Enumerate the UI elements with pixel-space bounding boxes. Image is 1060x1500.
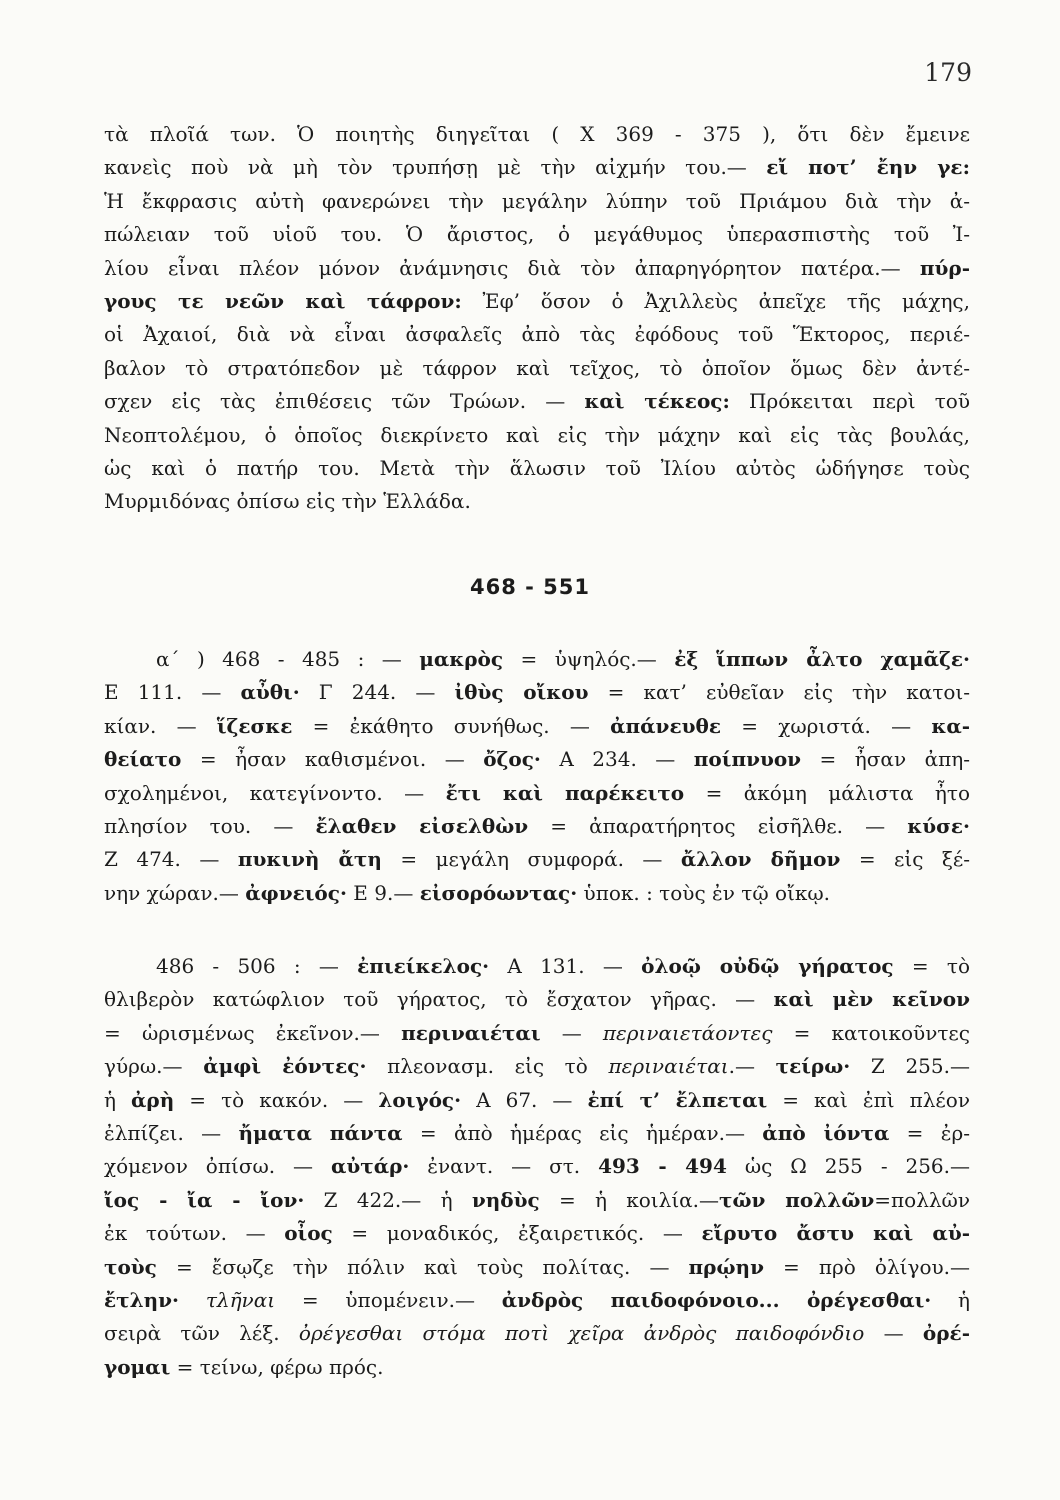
gloss-text: α΄ ) 468 - 485 : —: [156, 647, 420, 671]
text-line: [104, 950, 970, 983]
lemma-term: εἴρυτο ἄστυ καὶ αὐ-: [701, 1221, 970, 1246]
gloss-text: τὰ πλοῖά των. Ὁ ποιητὴς διηγεῖται ( Χ 369 - 375 ), ὅτι δὲν ἔμεινε: [104, 122, 970, 146]
text-line: [104, 352, 970, 385]
gloss-text: βαλον τὸ στρατόπεδον μὲ τάφρον καὶ τεῖχος, τὸ ὁποῖον ὅμως δὲν ἀντέ-: [104, 355, 970, 380]
gloss-text: = ἀπαρατήρητος εἰσῆλθε. —: [528, 814, 908, 839]
gloss-text: Ζ 255.—: [850, 1054, 970, 1079]
gloss-text: Α 131. —: [489, 954, 642, 978]
gloss-text: πλησίον του. —: [104, 814, 316, 839]
gloss-text: οἱ Ἀχαιοί, διὰ νὰ εἶναι ἀσφαλεῖς ἀπὸ τὰς ἐφόδους τοῦ Ἕκτορος, περιέ-: [104, 322, 970, 347]
lemma-term: ἐπί τ’ ἔλπεται: [587, 1087, 768, 1112]
gloss-text: Ζ 422.— ἡ: [304, 1187, 472, 1212]
gloss-text: νην χώραν.—: [104, 880, 246, 905]
gloss-text: Ἐφ’ ὅσον ὁ Ἀχιλλεὺς ἀπεῖχε τῆς μάχης,: [461, 289, 970, 314]
gloss-text: = ἀπὸ ἡμέρας εἰς ἡμέραν.—: [402, 1121, 763, 1146]
gloss-text: ἐναντ. — στ.: [409, 1154, 599, 1179]
gloss-text: = τὸ κακόν. —: [174, 1087, 379, 1112]
gloss-text: Α 234. —: [540, 747, 694, 772]
lemma-term: ἰθὺς οἴκου: [454, 680, 589, 705]
lemma-term: πυκινὴ ἄτη: [237, 847, 382, 872]
text-line: [104, 1351, 970, 1384]
paragraph-commentary-2: [104, 643, 970, 910]
gloss-text: θλιβερὸν κατώφλιον τοῦ γήρατος, τὸ ἔσχατον γῆρας. —: [104, 987, 774, 1012]
text-line: [104, 218, 970, 251]
quoted-form: τλῆναι: [205, 1288, 276, 1313]
gloss-text: χόμενον ὀπίσω. —: [104, 1154, 331, 1179]
gloss-text: —: [540, 1020, 603, 1045]
gloss-text: Α 67. —: [461, 1087, 588, 1112]
lemma-term: τείρω·: [775, 1054, 851, 1079]
gloss-text: ἡ: [931, 1288, 971, 1313]
text-line: [104, 1050, 970, 1083]
gloss-text: Ε 111. —: [104, 680, 241, 705]
text-line: [104, 1017, 970, 1050]
gloss-text: 486 - 506 : —: [156, 954, 358, 978]
lemma-term: περιναιέται: [401, 1020, 541, 1045]
lemma-term: τοὺς: [104, 1254, 157, 1279]
text-line: [104, 710, 970, 743]
gloss-text: ἡ: [104, 1087, 132, 1112]
text-line: [104, 185, 970, 218]
lemma-term: γομαι: [104, 1354, 171, 1379]
lemma-term: ἀφνειός·: [245, 880, 347, 905]
gloss-text: ἐλπίζει. —: [104, 1121, 239, 1146]
text-line: [104, 452, 970, 485]
text-line: [104, 983, 970, 1016]
text-line: [104, 419, 970, 452]
text-line: [104, 810, 970, 843]
gloss-text: = ἔσῳζε τὴν πόλιν καὶ τοὺς πολίτας. —: [156, 1254, 689, 1279]
text-line: [104, 285, 970, 318]
lemma-term: νηδὺς: [471, 1187, 540, 1212]
lemma-term: 493 - 494: [598, 1154, 727, 1179]
lemma-term: κύσε·: [907, 814, 970, 839]
gloss-text: κίαν. —: [104, 713, 217, 738]
text-line: [104, 118, 970, 151]
text-line: [104, 1184, 970, 1217]
lemma-term: ὀλοῷ οὐδῷ γήρατος: [641, 954, 894, 978]
lemma-term: ἀπάνευθε: [610, 713, 721, 738]
lemma-term: οἶος: [284, 1221, 333, 1246]
gloss-text: = ὑψηλός.—: [503, 647, 675, 671]
lemma-term: ἵζεσκε: [216, 713, 293, 738]
text-line: [104, 318, 970, 351]
gloss-text: = τὸ: [893, 954, 971, 978]
lemma-term: ἀπὸ ἰόντα: [762, 1121, 890, 1146]
text-line: [104, 743, 970, 776]
quoted-form: ὀρέγεσθαι στόμα ποτὶ χεῖρα ἀνδρὸς παιδοφόνδιο: [298, 1321, 865, 1346]
text-line: [104, 1284, 970, 1317]
lemma-term: λοιγός·: [378, 1087, 462, 1112]
lemma-term: εἴ ποτ’ ἔην γε:: [766, 155, 970, 180]
text-line: [104, 1150, 970, 1183]
gloss-text: = πρὸ ὀλίγου.—: [763, 1254, 970, 1279]
text-line: [104, 1217, 970, 1250]
section-heading: 468 - 551: [469, 575, 590, 599]
page-number: 179: [924, 58, 972, 87]
text-line: [104, 676, 970, 709]
lemma-term: πύρ-: [919, 255, 970, 280]
lemma-term: ἐξ ἵππων ἆλτο χαμᾶζε·: [674, 647, 970, 671]
gloss-text: λίου εἶναι πλέον μόνον ἀνάμνησις διὰ τὸν ἀπαρηγόρητον πατέρα.—: [104, 255, 920, 280]
gloss-text: σχολημένοι, κατεγίνοντο. —: [104, 780, 446, 805]
gloss-text: Ἡ ἔκφρασις αὐτὴ φανερώνει τὴν μεγάλην λύπην τοῦ Πριάμου διὰ τὴν ἀ-: [104, 188, 970, 213]
text-line: [104, 151, 970, 184]
gloss-text: = τείνω, φέρω πρός.: [170, 1354, 384, 1379]
gloss-text: γύρω.—: [104, 1054, 204, 1079]
lemma-term: μακρὸς: [419, 647, 504, 671]
gloss-text: = μοναδικός, ἐξαιρετικός. —: [332, 1221, 702, 1246]
gloss-text: = καὶ ἐπὶ πλέον: [767, 1087, 970, 1112]
gloss-text: = κατ’ εὐθεῖαν εἰς τὴν κατοι-: [588, 680, 971, 705]
lemma-term: ὄζος·: [483, 747, 541, 772]
gloss-text: πώλειαν τοῦ υἱοῦ του. Ὁ ἄριστος, ὁ μεγάθυμος ὑπερασπιστὴς τοῦ Ἰ-: [104, 222, 970, 247]
lemma-term: ποίπνυον: [693, 747, 802, 772]
lemma-term: τῶν πολλῶν: [719, 1187, 875, 1212]
gloss-text: [179, 1288, 206, 1312]
gloss-text: = ἦσαν καθισμένοι. —: [181, 747, 484, 772]
gloss-text: Γ 244. —: [299, 680, 455, 705]
gloss-text: = ἀκόμη μάλιστα ἦτο: [684, 780, 970, 805]
gloss-text: ὡς Ω 255 - 256.—: [726, 1154, 971, 1179]
lemma-term: ἀνδρὸς παιδοφόνοιο... ὀρέγεσθαι·: [501, 1288, 932, 1313]
text-line: [104, 1084, 970, 1117]
lemma-term: καὶ τέκεος:: [584, 389, 730, 414]
lemma-term: θείατο: [104, 747, 182, 772]
gloss-text: Μυρμιδόνας ὀπίσω εἰς τὴν Ἑλλάδα.: [104, 489, 471, 514]
lemma-term: ἀρὴ: [131, 1087, 175, 1112]
gloss-text: =πολλῶν: [874, 1187, 971, 1212]
lemma-term: ὀρέ-: [922, 1321, 971, 1346]
text-line: [104, 843, 970, 876]
gloss-text: Νεοπτολέμου, ὁ ὁποῖος διεκρίνετο καὶ εἰς τὴν μάχην καὶ εἰς τὰς βουλάς,: [104, 422, 970, 447]
gloss-text: = ἦσαν ἀπη-: [801, 747, 970, 772]
gloss-text: Ε 9.—: [346, 880, 420, 905]
quoted-form: περιναιετάοντες: [602, 1020, 773, 1045]
gloss-text: = κατοικοῦντες: [772, 1020, 970, 1045]
lemma-term: ἔτι καὶ παρέκειτο: [445, 780, 685, 805]
gloss-text: ὑποκ. : τοὺς ἐν τῷ οἴκῳ.: [577, 880, 831, 905]
lemma-term: ἔλαθεν εἰσελθὼν: [315, 814, 529, 839]
text-line: [104, 877, 970, 910]
paragraph-commentary-3: [104, 950, 970, 1384]
gloss-text: = ὡρισμένως ἐκεῖνον.—: [104, 1020, 402, 1045]
gloss-text: ἐκ τούτων. —: [104, 1221, 285, 1246]
gloss-text: —: [864, 1321, 923, 1346]
lemma-term: ἴος - ἴα - ἴον·: [104, 1187, 305, 1212]
lemma-term: ἐπιείκελος·: [357, 954, 490, 978]
text-line: [104, 643, 970, 676]
text-line: [104, 1117, 970, 1150]
lemma-term: καὶ μὲν κεῖνον: [773, 987, 970, 1012]
lemma-term: εἰσορόωντας·: [419, 880, 578, 905]
gloss-text: κανεὶς ποὺ νὰ μὴ τὸν τρυπήσῃ μὲ τὴν αἰχμήν του.—: [104, 155, 767, 180]
gloss-text: = ἡ κοιλία.—: [539, 1187, 720, 1212]
lemma-term: πρῴην: [688, 1254, 764, 1279]
text-line: [104, 1317, 970, 1350]
lemma-term: κα-: [931, 713, 971, 738]
text-line: [104, 385, 970, 418]
quoted-form: περιναιέται: [608, 1054, 729, 1079]
lemma-term: ἀμφὶ ἐόντες·: [203, 1054, 367, 1079]
gloss-text: Πρόκειται περὶ τοῦ: [729, 389, 970, 414]
gloss-text: πλεονασμ. εἰς τὸ: [366, 1054, 609, 1079]
lemma-term: ἤματα πάντα: [238, 1121, 403, 1146]
text-line: [104, 777, 970, 810]
gloss-text: = ἐκάθητο συνήθως. —: [292, 713, 611, 738]
lemma-term: ἄλλον δῆμον: [680, 847, 841, 872]
lemma-term: αὐτάρ·: [330, 1154, 410, 1179]
gloss-text: Ζ 474. —: [104, 847, 238, 872]
gloss-text: .—: [728, 1054, 776, 1079]
text-line: [104, 252, 970, 285]
gloss-text: σχεν εἰς τὰς ἐπιθέσεις τῶν Τρώων. —: [104, 389, 585, 414]
lemma-term: ἔτλην·: [104, 1288, 180, 1313]
gloss-text: = χωριστά. —: [720, 713, 932, 738]
gloss-text: ὡς καὶ ὁ πατήρ του. Μετὰ τὴν ἅλωσιν τοῦ Ἰλίου αὐτὸς ὡδήγησε τοὺς: [104, 456, 970, 481]
lemma-term: γους τε νεῶν καὶ τάφρον:: [104, 289, 462, 314]
gloss-text: σειρὰ τῶν λέξ.: [104, 1321, 299, 1346]
text-line: [104, 1251, 970, 1284]
gloss-text: = μεγάλη συμφορά. —: [381, 847, 681, 872]
paragraph-commentary-1: [104, 118, 970, 519]
gloss-text: = εἰς ξέ-: [840, 847, 971, 872]
gloss-text: = ἐρ-: [889, 1121, 970, 1146]
lemma-term: αὖθι·: [240, 680, 300, 705]
text-line: [104, 485, 970, 518]
gloss-text: = ὑπομένειν.—: [275, 1288, 502, 1313]
